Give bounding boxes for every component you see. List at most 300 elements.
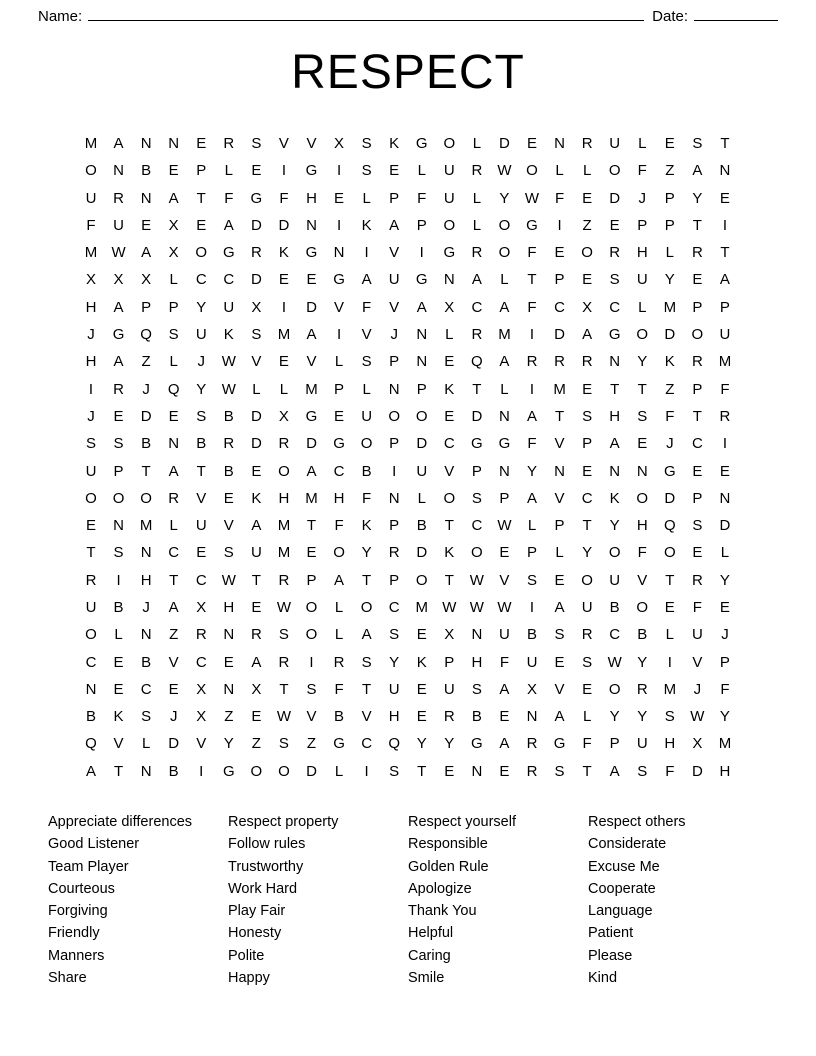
grid-cell[interactable]: D [250, 271, 262, 289]
grid-cell[interactable]: E [664, 598, 675, 616]
grid-cell[interactable]: V [306, 708, 317, 726]
grid-cell[interactable]: X [196, 680, 207, 698]
grid-cell[interactable]: L [472, 216, 482, 234]
grid-cell[interactable]: Y [692, 189, 703, 207]
grid-cell[interactable]: C [168, 544, 180, 562]
grid-cell[interactable]: H [140, 571, 152, 589]
grid-cell[interactable]: X [196, 598, 207, 616]
grid-cell[interactable]: R [250, 626, 262, 644]
grid-cell[interactable]: C [333, 462, 345, 480]
word-list-item[interactable]: Share [48, 970, 87, 986]
grid-cell[interactable]: P [582, 435, 593, 453]
grid-cell[interactable]: T [169, 571, 179, 589]
grid-cell[interactable]: Y [444, 735, 455, 753]
grid-cell[interactable]: P [141, 298, 152, 316]
grid-cell[interactable]: S [554, 762, 565, 780]
grid-cell[interactable]: I [529, 326, 535, 344]
grid-cell[interactable]: G [112, 326, 125, 344]
grid-cell[interactable]: O [112, 489, 125, 507]
grid-cell[interactable]: H [719, 762, 731, 780]
grid-cell[interactable]: N [443, 271, 455, 289]
grid-cell[interactable]: D [140, 407, 152, 425]
grid-cell[interactable]: L [417, 489, 426, 507]
grid-cell[interactable]: C [471, 517, 483, 535]
grid-cell[interactable]: F [637, 162, 647, 180]
grid-cell[interactable]: N [388, 489, 400, 507]
grid-cell[interactable]: S [582, 407, 593, 425]
grid-cell[interactable]: R [526, 762, 538, 780]
grid-cell[interactable]: G [443, 244, 456, 262]
grid-cell[interactable]: C [195, 653, 207, 671]
grid-cell[interactable]: N [140, 544, 152, 562]
grid-cell[interactable]: A [582, 326, 593, 344]
grid-cell[interactable]: A [416, 298, 427, 316]
grid-cell[interactable]: O [636, 326, 649, 344]
grid-cell[interactable]: R [471, 244, 483, 262]
grid-cell[interactable]: T [610, 380, 620, 398]
grid-cell[interactable]: W [690, 708, 705, 726]
grid-cell[interactable]: U [691, 626, 703, 644]
word-list-item[interactable]: Honesty [228, 925, 282, 942]
grid-cell[interactable]: L [665, 626, 674, 644]
word-list-item[interactable]: Courteous [48, 880, 115, 897]
grid-cell[interactable]: A [499, 353, 510, 371]
grid-cell[interactable]: U [388, 680, 400, 698]
grid-cell[interactable]: F [527, 244, 537, 262]
grid-cell[interactable]: R [278, 653, 290, 671]
grid-cell[interactable]: F [527, 435, 537, 453]
grid-cell[interactable]: O [85, 162, 97, 180]
grid-cell[interactable]: U [526, 653, 538, 671]
grid-cell[interactable]: U [416, 462, 428, 480]
grid-cell[interactable]: S [168, 326, 179, 344]
grid-cell[interactable]: I [364, 244, 369, 262]
grid-cell[interactable]: Y [526, 462, 537, 480]
grid-cell[interactable]: W [442, 598, 457, 616]
grid-cell[interactable]: T [362, 680, 372, 698]
grid-cell[interactable]: B [196, 435, 207, 453]
grid-cell[interactable]: G [222, 762, 235, 780]
grid-cell[interactable]: E [251, 598, 262, 616]
grid-cell[interactable]: V [637, 571, 648, 589]
grid-cell[interactable]: M [277, 544, 291, 562]
grid-cell[interactable]: P [554, 517, 565, 535]
grid-cell[interactable]: L [279, 380, 289, 398]
grid-cell[interactable]: W [607, 653, 622, 671]
grid-cell[interactable]: M [277, 326, 291, 344]
grid-cell[interactable]: A [526, 489, 537, 507]
grid-cell[interactable]: S [361, 162, 372, 180]
grid-cell[interactable]: V [692, 653, 703, 671]
grid-cell[interactable]: E [692, 544, 703, 562]
grid-cell[interactable]: S [113, 435, 124, 453]
grid-cell[interactable]: J [693, 680, 702, 698]
grid-cell[interactable]: V [113, 735, 124, 753]
grid-cell[interactable]: M [84, 134, 98, 152]
grid-cell[interactable]: U [223, 298, 235, 316]
grid-cell[interactable]: D [609, 189, 621, 207]
grid-cell[interactable]: P [526, 544, 537, 562]
grid-cell[interactable]: G [333, 435, 345, 453]
grid-cell[interactable]: L [472, 134, 482, 152]
grid-cell[interactable]: X [251, 298, 262, 316]
grid-cell[interactable]: F [637, 544, 647, 562]
grid-cell[interactable]: R [636, 680, 648, 698]
grid-cell[interactable]: P [664, 216, 675, 234]
grid-cell[interactable]: L [582, 708, 592, 726]
grid-cell[interactable]: S [526, 571, 537, 589]
grid-cell[interactable]: E [582, 271, 593, 289]
grid-cell[interactable]: B [223, 407, 234, 425]
word-list-item[interactable]: Considerate [588, 836, 667, 853]
grid-cell[interactable]: Y [719, 571, 730, 589]
grid-cell[interactable]: E [582, 189, 593, 207]
grid-cell[interactable]: R [333, 653, 345, 671]
grid-cell[interactable]: L [500, 271, 509, 289]
grid-cell[interactable]: Y [664, 271, 675, 289]
grid-cell[interactable]: N [168, 435, 180, 453]
grid-cell[interactable]: H [333, 489, 345, 507]
word-list-item[interactable]: Patient [588, 925, 634, 942]
grid-cell[interactable]: I [529, 598, 535, 616]
grid-cell[interactable]: V [554, 680, 565, 698]
grid-cell[interactable]: H [636, 244, 648, 262]
grid-cell[interactable]: O [305, 626, 318, 644]
grid-cell[interactable]: L [334, 353, 344, 371]
grid-cell[interactable]: S [637, 407, 648, 425]
grid-cell[interactable]: O [85, 626, 97, 644]
grid-cell[interactable]: D [664, 326, 676, 344]
grid-cell[interactable]: B [141, 653, 152, 671]
word-list-item[interactable]: Friendly [48, 925, 100, 942]
grid-cell[interactable]: J [197, 353, 205, 371]
grid-cell[interactable]: E [85, 517, 96, 535]
grid-cell[interactable]: J [87, 326, 95, 344]
grid-cell[interactable]: T [362, 571, 372, 589]
grid-cell[interactable]: P [499, 489, 510, 507]
grid-cell[interactable]: W [276, 708, 292, 726]
grid-cell[interactable]: B [416, 517, 427, 535]
grid-cell[interactable]: D [554, 326, 565, 344]
grid-cell[interactable]: V [361, 326, 372, 344]
grid-cell[interactable]: S [113, 544, 124, 562]
grid-cell[interactable]: Y [582, 544, 593, 562]
grid-cell[interactable]: N [140, 134, 152, 152]
grid-cell[interactable]: D [306, 298, 317, 316]
grid-cell[interactable]: H [664, 735, 676, 753]
grid-cell[interactable]: N [554, 462, 565, 480]
grid-cell[interactable]: R [691, 353, 703, 371]
grid-cell[interactable]: P [692, 298, 703, 316]
grid-cell[interactable]: O [333, 544, 345, 562]
grid-cell[interactable]: I [557, 216, 562, 234]
grid-cell[interactable]: T [720, 244, 730, 262]
grid-cell[interactable]: U [250, 544, 262, 562]
grid-cell[interactable]: Z [224, 708, 234, 726]
grid-cell[interactable]: A [554, 598, 565, 616]
grid-cell[interactable]: K [416, 653, 427, 671]
grid-cell[interactable]: W [469, 598, 484, 616]
grid-cell[interactable]: T [444, 571, 454, 589]
grid-cell[interactable]: N [85, 680, 97, 698]
grid-cell[interactable]: U [195, 326, 207, 344]
grid-cell[interactable]: R [278, 571, 290, 589]
grid-cell[interactable]: E [251, 162, 262, 180]
grid-cell[interactable]: L [638, 298, 647, 316]
grid-cell[interactable]: K [278, 244, 289, 262]
grid-cell[interactable]: V [389, 244, 400, 262]
grid-cell[interactable]: U [85, 598, 97, 616]
grid-cell[interactable]: B [361, 462, 372, 480]
grid-cell[interactable]: D [416, 544, 428, 562]
grid-cell[interactable]: T [113, 762, 124, 780]
grid-cell[interactable]: G [526, 216, 538, 234]
grid-cell[interactable]: E [416, 680, 427, 698]
grid-cell[interactable]: N [526, 708, 538, 726]
grid-cell[interactable]: C [140, 680, 152, 698]
grid-cell[interactable]: A [554, 708, 565, 726]
grid-cell[interactable]: Q [140, 326, 152, 344]
grid-cell[interactable]: R [278, 435, 290, 453]
grid-cell[interactable]: O [636, 489, 649, 507]
grid-cell[interactable]: T [417, 762, 427, 780]
grid-cell[interactable]: S [223, 544, 234, 562]
grid-cell[interactable]: S [361, 134, 372, 152]
grid-cell[interactable]: S [278, 735, 289, 753]
grid-cell[interactable]: F [554, 189, 565, 207]
grid-cell[interactable]: U [443, 162, 455, 180]
grid-cell[interactable]: U [195, 517, 207, 535]
grid-cell[interactable]: C [581, 489, 593, 507]
grid-cell[interactable]: F [224, 189, 234, 207]
grid-cell[interactable]: O [526, 162, 538, 180]
grid-cell[interactable]: W [497, 598, 512, 616]
grid-cell[interactable]: E [499, 544, 510, 562]
grid-cell[interactable]: E [196, 134, 207, 152]
grid-cell[interactable]: A [499, 680, 510, 698]
grid-cell[interactable]: S [251, 326, 262, 344]
grid-cell[interactable]: U [113, 216, 124, 234]
grid-cell[interactable]: K [113, 708, 124, 726]
grid-cell[interactable]: P [444, 653, 455, 671]
grid-cell[interactable]: R [250, 244, 262, 262]
grid-cell[interactable]: C [609, 626, 621, 644]
grid-cell[interactable]: U [636, 271, 648, 289]
grid-cell[interactable]: E [113, 407, 124, 425]
grid-cell[interactable]: K [361, 517, 372, 535]
grid-cell[interactable]: E [719, 189, 730, 207]
grid-cell[interactable]: P [554, 271, 565, 289]
grid-cell[interactable]: N [609, 353, 621, 371]
grid-cell[interactable]: R [581, 353, 593, 371]
grid-cell[interactable]: L [334, 762, 344, 780]
grid-cell[interactable]: P [389, 353, 400, 371]
grid-cell[interactable]: E [499, 708, 510, 726]
grid-cell[interactable]: I [281, 162, 287, 180]
grid-cell[interactable]: S [554, 626, 565, 644]
grid-cell[interactable]: G [663, 462, 676, 480]
grid-cell[interactable]: F [527, 298, 537, 316]
word-list-item[interactable]: Language [588, 903, 653, 920]
grid-cell[interactable]: N [140, 626, 152, 644]
word-list-item[interactable]: Helpful [408, 925, 454, 942]
grid-cell[interactable]: U [609, 571, 621, 589]
grid-cell[interactable]: I [667, 653, 672, 671]
grid-cell[interactable]: X [251, 680, 262, 698]
grid-cell[interactable]: F [665, 762, 675, 780]
grid-cell[interactable]: E [554, 571, 565, 589]
grid-cell[interactable]: N [140, 762, 152, 780]
grid-cell[interactable]: R [526, 735, 538, 753]
grid-cell[interactable]: L [141, 735, 151, 753]
grid-cell[interactable]: C [388, 598, 400, 616]
grid-cell[interactable]: P [692, 489, 703, 507]
grid-cell[interactable]: C [443, 435, 455, 453]
grid-cell[interactable]: C [554, 298, 565, 316]
grid-cell[interactable]: O [608, 162, 621, 180]
grid-cell[interactable]: R [388, 544, 400, 562]
grid-cell[interactable]: R [223, 435, 235, 453]
grid-cell[interactable]: J [142, 598, 150, 616]
grid-cell[interactable]: E [582, 680, 593, 698]
grid-cell[interactable]: A [251, 517, 262, 535]
grid-cell[interactable]: O [581, 571, 593, 589]
grid-cell[interactable]: E [141, 216, 152, 234]
grid-cell[interactable]: S [471, 680, 482, 698]
grid-cell[interactable]: A [471, 271, 482, 289]
grid-cell[interactable]: T [692, 216, 702, 234]
grid-cell[interactable]: L [362, 189, 371, 207]
grid-cell[interactable]: M [663, 680, 677, 698]
grid-cell[interactable]: U [85, 189, 97, 207]
grid-cell[interactable]: A [361, 626, 372, 644]
grid-cell[interactable]: S [582, 653, 593, 671]
grid-cell[interactable]: G [333, 735, 345, 753]
grid-cell[interactable]: D [250, 216, 262, 234]
grid-cell[interactable]: S [85, 435, 96, 453]
grid-cell[interactable]: K [389, 134, 400, 152]
grid-cell[interactable]: K [361, 216, 372, 234]
grid-cell[interactable]: V [554, 489, 565, 507]
grid-cell[interactable]: L [638, 134, 647, 152]
grid-cell[interactable]: E [223, 653, 234, 671]
grid-cell[interactable]: E [554, 244, 565, 262]
word-list-item[interactable]: Polite [228, 947, 265, 964]
grid-cell[interactable]: Z [665, 162, 675, 180]
grid-cell[interactable]: D [306, 435, 317, 453]
word-list-item[interactable]: Team Player [48, 858, 129, 875]
grid-cell[interactable]: O [250, 762, 263, 780]
grid-cell[interactable]: A [85, 762, 96, 780]
grid-cell[interactable]: D [664, 489, 676, 507]
grid-cell[interactable]: L [582, 162, 592, 180]
grid-cell[interactable]: I [281, 298, 287, 316]
grid-cell[interactable]: Q [167, 380, 180, 398]
grid-cell[interactable]: F [362, 298, 372, 316]
grid-cell[interactable]: M [84, 244, 98, 262]
grid-cell[interactable]: J [390, 326, 398, 344]
grid-cell[interactable]: O [195, 244, 208, 262]
grid-cell[interactable]: V [306, 134, 317, 152]
grid-cell[interactable]: M [415, 598, 428, 616]
grid-cell[interactable]: A [389, 216, 400, 234]
grid-cell[interactable]: E [719, 462, 730, 480]
grid-cell[interactable]: A [223, 216, 234, 234]
grid-cell[interactable]: X [444, 298, 455, 316]
grid-cell[interactable]: M [139, 517, 153, 535]
grid-cell[interactable]: R [719, 407, 731, 425]
grid-cell[interactable]: W [497, 517, 512, 535]
grid-cell[interactable]: P [637, 216, 648, 234]
grid-cell[interactable]: C [85, 653, 97, 671]
grid-cell[interactable]: L [445, 326, 454, 344]
grid-cell[interactable]: P [416, 216, 427, 234]
grid-cell[interactable]: D [250, 407, 262, 425]
grid-cell[interactable]: H [278, 489, 290, 507]
grid-cell[interactable]: B [141, 435, 152, 453]
grid-cell[interactable]: P [334, 380, 345, 398]
grid-cell[interactable]: S [692, 134, 703, 152]
grid-cell[interactable]: G [333, 271, 345, 289]
grid-cell[interactable]: I [88, 380, 94, 398]
grid-cell[interactable]: T [720, 134, 730, 152]
grid-cell[interactable]: S [361, 353, 372, 371]
grid-cell[interactable]: F [86, 216, 96, 234]
grid-cell[interactable]: Y [609, 708, 620, 726]
grid-cell[interactable]: N [388, 380, 400, 398]
grid-cell[interactable]: X [168, 216, 179, 234]
grid-cell[interactable]: W [469, 571, 484, 589]
grid-cell[interactable]: F [692, 598, 702, 616]
grid-cell[interactable]: X [113, 271, 124, 289]
grid-cell[interactable]: S [692, 517, 703, 535]
grid-cell[interactable]: C [691, 435, 703, 453]
grid-cell[interactable]: Q [85, 735, 97, 753]
grid-cell[interactable]: A [168, 462, 179, 480]
grid-cell[interactable]: C [361, 735, 373, 753]
grid-cell[interactable]: A [113, 298, 124, 316]
grid-cell[interactable]: W [497, 162, 512, 180]
grid-cell[interactable]: I [336, 326, 342, 344]
grid-cell[interactable]: N [113, 162, 124, 180]
grid-cell[interactable]: L [417, 162, 426, 180]
grid-cell[interactable]: T [251, 571, 261, 589]
grid-cell[interactable]: X [141, 271, 152, 289]
grid-cell[interactable]: U [636, 735, 648, 753]
grid-cell[interactable]: P [168, 298, 179, 316]
grid-cell[interactable]: O [581, 244, 593, 262]
grid-cell[interactable]: V [361, 708, 372, 726]
word-list-item[interactable]: Thank You [408, 903, 477, 920]
grid-cell[interactable]: T [196, 462, 206, 480]
grid-cell[interactable]: E [113, 680, 124, 698]
grid-cell[interactable]: U [85, 462, 97, 480]
grid-cell[interactable]: T [692, 407, 702, 425]
grid-cell[interactable]: Z [169, 626, 179, 644]
grid-cell[interactable]: U [388, 271, 400, 289]
grid-cell[interactable]: A [692, 162, 703, 180]
grid-cell[interactable]: I [529, 380, 535, 398]
grid-cell[interactable]: E [389, 162, 400, 180]
grid-cell[interactable]: Y [637, 653, 648, 671]
grid-cell[interactable]: K [664, 353, 675, 371]
grid-cell[interactable]: O [443, 134, 456, 152]
grid-cell[interactable]: E [306, 544, 317, 562]
grid-cell[interactable]: N [636, 462, 648, 480]
grid-cell[interactable]: I [392, 462, 397, 480]
grid-cell[interactable]: W [221, 571, 236, 589]
grid-cell[interactable]: P [719, 653, 730, 671]
